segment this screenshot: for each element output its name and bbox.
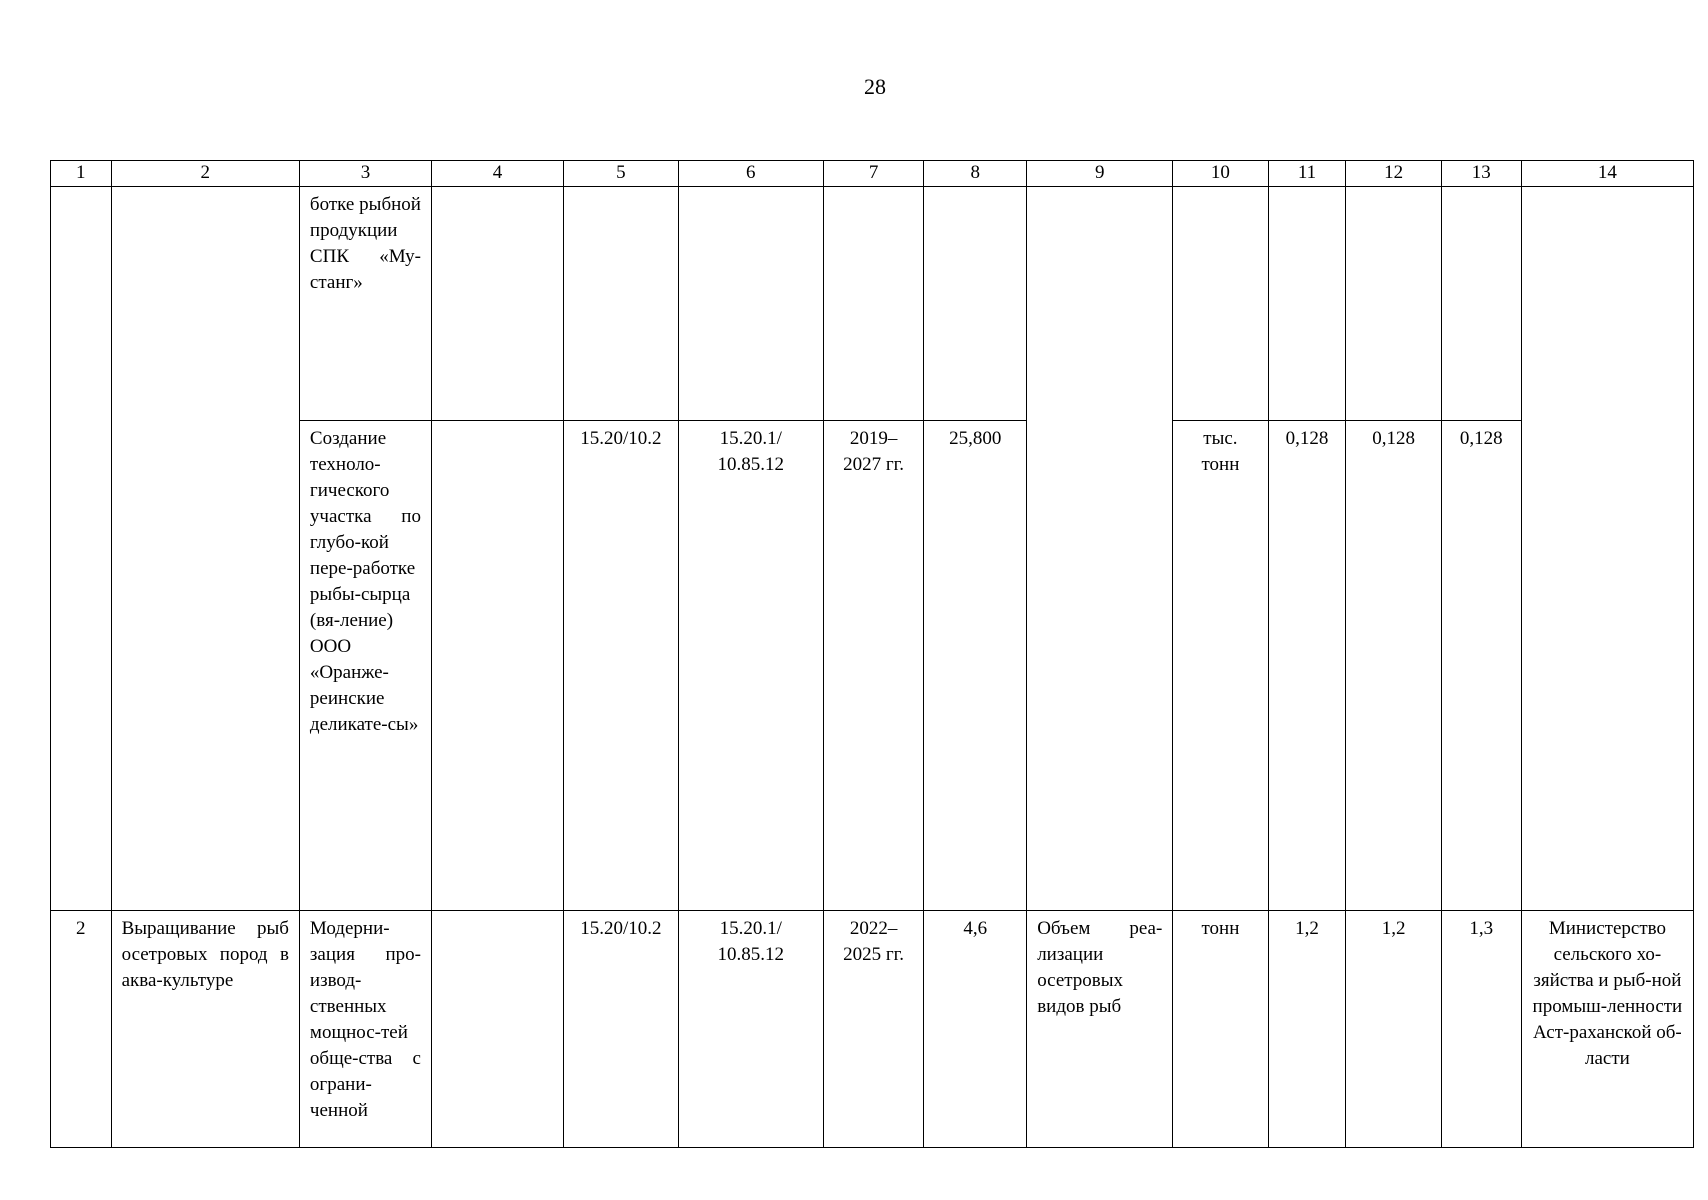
col-number: 11 <box>1268 161 1346 187</box>
cell-name: Выращивание рыб осетровых пород в аква-культуре <box>111 911 299 1148</box>
col-number: 14 <box>1521 161 1693 187</box>
cell-col5: 15.20/10.2 <box>563 421 678 911</box>
cell-col13: 1,3 <box>1441 911 1521 1148</box>
cell-col7: 2022– 2025 гг. <box>823 911 924 1148</box>
cell-unit <box>1173 187 1268 421</box>
col-number: 6 <box>678 161 823 187</box>
col-number: 13 <box>1441 161 1521 187</box>
column-number-row <box>51 161 1694 187</box>
cell-col5 <box>563 187 678 421</box>
cell-col6: 15.20.1/ 10.85.12 <box>678 911 823 1148</box>
col-number: 2 <box>111 161 299 187</box>
cell-col7: 2019– 2027 гг. <box>823 421 924 911</box>
col-number: 10 <box>1173 161 1268 187</box>
col-number: 1 <box>51 161 112 187</box>
cell-col6: 15.20.1/ 10.85.12 <box>678 421 823 911</box>
cell-col8: 25,800 <box>924 421 1027 911</box>
cell-responsible: Министерство сельского хо-зяйства и рыб-ной промыш-ленности Аст-раханской об-ласти <box>1521 911 1693 1148</box>
cell-project: Создание техноло-гического участка по глубо-кой пере-работке рыбы-сырца (вя-ление) ООО «Оранже-реинские деликате-сы» <box>299 421 431 911</box>
table-row <box>51 187 1694 421</box>
cell-number <box>51 187 112 911</box>
col-number: 12 <box>1346 161 1441 187</box>
page-number: 28 <box>864 74 886 99</box>
cell-col8: 4,6 <box>924 911 1027 1148</box>
cell-col11: 1,2 <box>1268 911 1346 1148</box>
col-number: 8 <box>924 161 1027 187</box>
cell-name <box>111 187 299 911</box>
cell-unit: тыс. тонн <box>1173 421 1268 911</box>
cell-col13: 0,128 <box>1441 421 1521 911</box>
cell-indicator: Объем реа-лизации осетровых видов рыб <box>1027 911 1173 1148</box>
cell-col5: 15.20/10.2 <box>563 911 678 1148</box>
cell-col6 <box>678 187 823 421</box>
cell-col11 <box>1268 187 1346 421</box>
data-table <box>50 160 1694 1148</box>
cell-col8 <box>924 187 1027 421</box>
table-row <box>51 911 1694 1148</box>
cell-col11: 0,128 <box>1268 421 1346 911</box>
cell-col7 <box>823 187 924 421</box>
cell-indicator <box>1027 187 1173 911</box>
cell-col4 <box>431 911 563 1148</box>
cell-unit: тонн <box>1173 911 1268 1148</box>
col-number: 9 <box>1027 161 1173 187</box>
cell-col12 <box>1346 187 1441 421</box>
col-number: 5 <box>563 161 678 187</box>
col-number: 3 <box>299 161 431 187</box>
cell-col4 <box>431 421 563 911</box>
cell-project: Модерни-зация про-извод-ственных мощнос-тей обще-ства с ограни-ченной <box>299 911 431 1148</box>
cell-col12: 1,2 <box>1346 911 1441 1148</box>
col-number: 4 <box>431 161 563 187</box>
cell-responsible <box>1521 187 1693 911</box>
cell-number: 2 <box>51 911 112 1148</box>
col-number: 7 <box>823 161 924 187</box>
cell-project: ботке рыбной продукции СПК «Му-станг» <box>299 187 431 421</box>
cell-col13 <box>1441 187 1521 421</box>
cell-col12: 0,128 <box>1346 421 1441 911</box>
cell-col4 <box>431 187 563 421</box>
